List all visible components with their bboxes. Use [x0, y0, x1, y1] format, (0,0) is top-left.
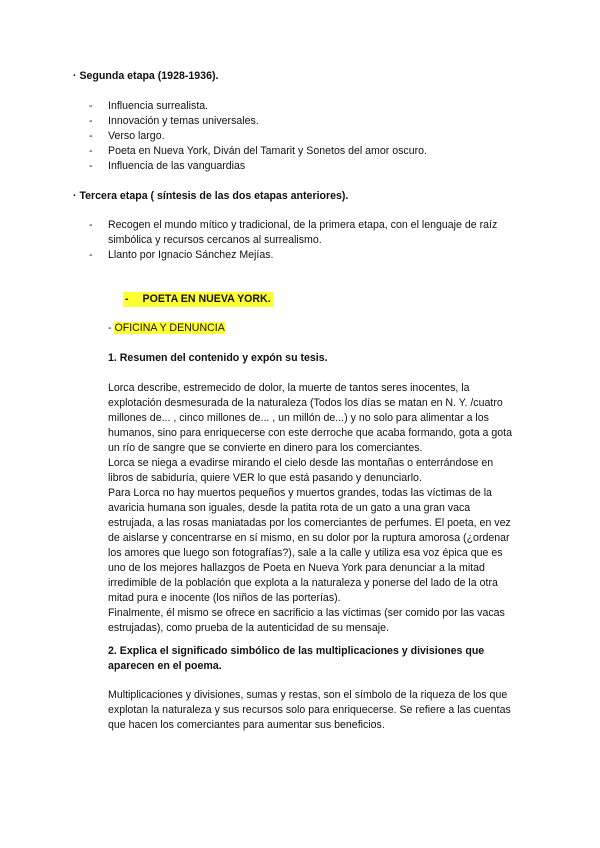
list-item [89, 218, 519, 248]
list-item [89, 99, 519, 114]
section-title-text: POETA EN NUEVA YORK. [142, 293, 271, 305]
list-dash: - [89, 160, 93, 172]
section-subtitle [108, 321, 225, 336]
stage2-list [89, 99, 519, 174]
list-item [89, 129, 519, 144]
list-item-text: Verso largo. [108, 130, 165, 142]
answer-paragraph: Lorca describe, estremecido de dolor, la muerte de tantos seres inocentes, la explotación desmesurada de la naturaleza (Todos los días se matan en N. Y. /cuatro millones de... , cinco millones de... , un millón de...) y no solo para alimentar a los humanos, sino para enriquecerse con este derroche que acaba formando, gota a gota un río de sangre que se convierte en dinero para los comerciantes. [108, 382, 513, 454]
list-item-text: Influencia de las vanguardias [108, 160, 246, 172]
stage3-list [89, 218, 519, 263]
list-dash: - [89, 100, 93, 112]
list-item-text: Innovación y temas universales. [108, 115, 259, 127]
list-item [89, 248, 519, 263]
section-title [123, 292, 273, 307]
list-item-text: Recogen el mundo mítico y tradicional, de la primera etapa, con el lenguaje de raíz simbólica y recursos cercanos al surrealismo. [108, 219, 498, 246]
question-2: 2. Explica el significado simbólico de las multiplicaciones y divisiones que aparecen en el poema. [108, 645, 485, 672]
answer-1 [108, 381, 513, 636]
answer-paragraph: Multiplicaciones y divisiones, sumas y restas, son el símbolo de la riqueza de los que explotan la naturaleza y sus recursos solo para enriquecerse. Se refiere a las cuentas que hacen los comerciantes para aumentar sus beneficios. [108, 689, 511, 731]
answer-paragraph: Para Lorca no hay muertos pequeños y muertos grandes, todas las víctimas de la avaricia humana son iguales, desde la patita rota de un gato a una gran vaca estrujada, a las rosas maniatadas por los comerciantes de perfumes. El poeta, en vez de aislarse y concentrarse en sí mismo, en su dolor por la ruptura amorosa (¿ordenar los amores que luego son fotografías?), sale a la calle y utiliza esa voz épica que es uno de los mejores hallazgos de Poeta en Nueva York para denunciar a la mitad irredimible de la población que explota a la naturaleza y ponerse del lado de la otra mitad pura e inocente (los niños de las porterías). [108, 487, 511, 604]
list-item [89, 144, 519, 159]
section-dash: - [125, 293, 129, 305]
stage2-heading: · Segunda etapa (1928-1936). [73, 70, 219, 82]
answer-paragraph: Lorca se niega a evadirse mirando el cielo desde las montañas o enterrándose en libros de sabiduría, quiere VER lo que está pasando y denunciarlo. [108, 457, 494, 484]
answer-paragraph: Finalmente, él mismo se ofrece en sacrificio a las víctimas (ser comido por las vacas estrujadas), como prueba de la autenticidad de su mensaje. [108, 607, 505, 634]
list-item [89, 114, 519, 129]
subtitle-prefix: - [108, 322, 115, 334]
list-item [89, 159, 519, 174]
list-item-text: Poeta en Nueva York, Diván del Tamarit y Sonetos del amor oscuro. [108, 145, 427, 157]
subtitle-text: OFICINA Y DENUNCIA [114, 322, 225, 334]
list-item-text: Llanto por Ignacio Sánchez Mejías. [108, 249, 274, 261]
list-dash: - [89, 115, 93, 127]
question-1: 1. Resumen del contenido y expón su tesis. [108, 352, 328, 364]
list-dash: - [89, 145, 93, 157]
list-dash: - [89, 219, 93, 231]
stage3-heading: · Tercera etapa ( síntesis de las dos etapas anteriores). [73, 190, 349, 202]
list-dash: - [89, 249, 93, 261]
list-item-text: Influencia surrealista. [108, 100, 209, 112]
answer-2 [108, 688, 513, 733]
list-dash: - [89, 130, 93, 142]
